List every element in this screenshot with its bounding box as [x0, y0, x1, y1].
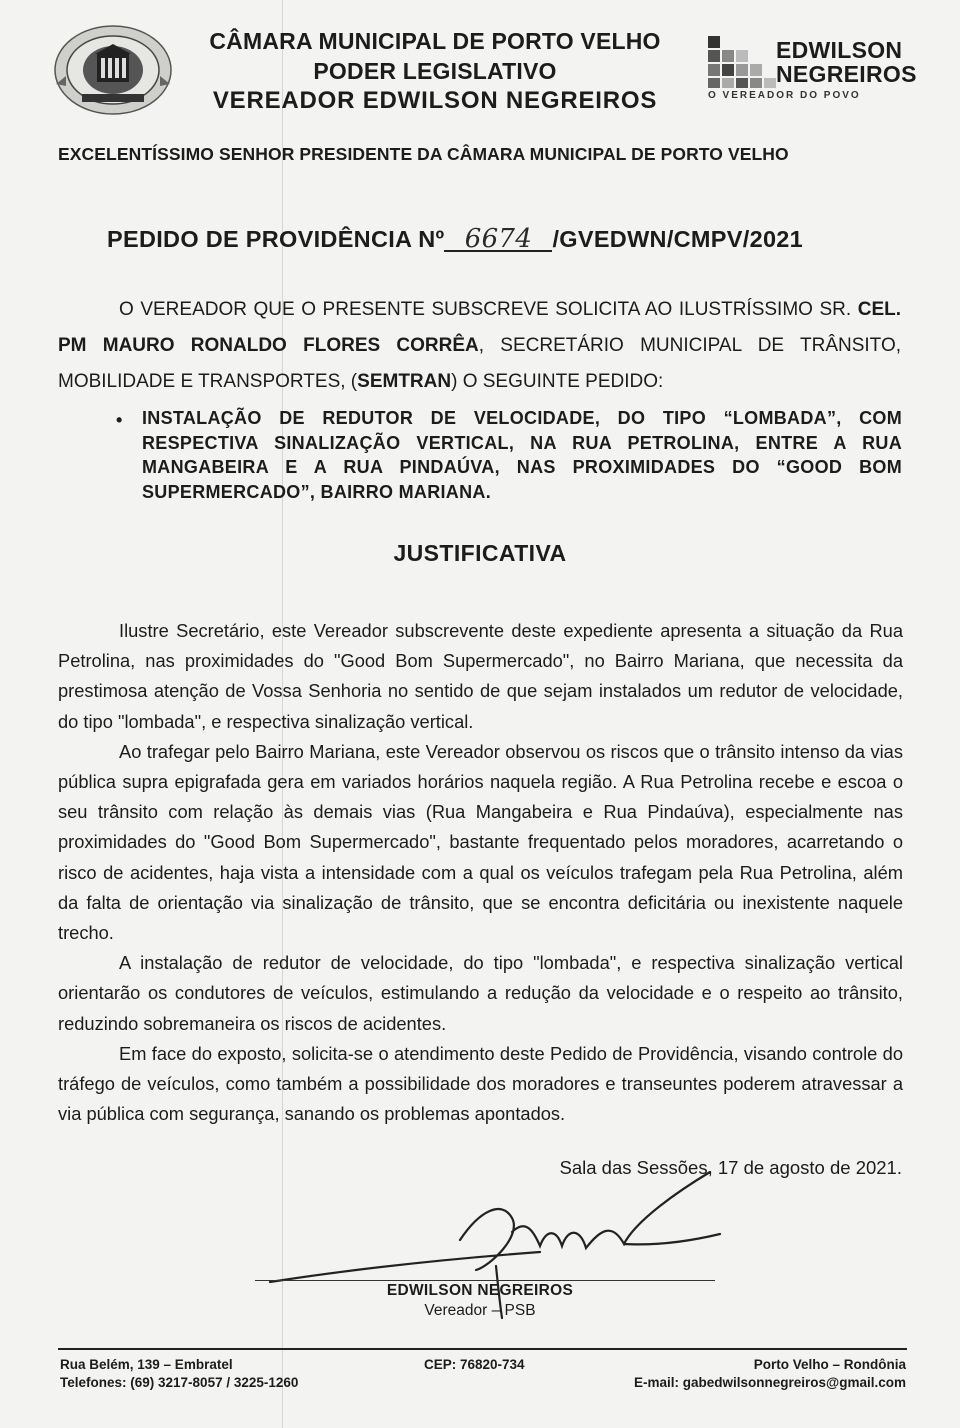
request-suffix: /GVEDWN/CMPV/2021 — [552, 226, 804, 252]
signatory-role: Vereador – PSB — [424, 1302, 536, 1319]
addressee: EXCELENTÍSSIMO SENHOR PRESIDENTE DA CÂMARA MUNICIPAL DE PORTO VELHO — [58, 144, 789, 164]
chamber-name: CÂMARA MUNICIPAL DE PORTO VELHO — [209, 28, 661, 54]
footer-rule — [58, 1348, 907, 1350]
justification-body — [58, 616, 903, 1129]
pixel-block-logo-icon — [706, 34, 786, 90]
body-paragraph: Em face do exposto, solicita-se o atendimento deste Pedido de Providência, visando controle do tráfego de veículos, como também a possibilidade dos moradores e transeuntes poderem atravessar a via pública com segurança, sanando os problemas apontados. — [58, 1042, 903, 1125]
brand-logo — [706, 34, 917, 106]
brand-tagline: O VEREADOR DO POVO — [708, 90, 861, 101]
date-line: Sala das Sessões, 17 de agosto de 2021. — [559, 1157, 902, 1178]
brand-name: EDWILSON NEGREIROS — [776, 37, 917, 87]
footer-address: Rua Belém, 139 – Embratel Telefones: (69) 3217-8057 / 3225-1260 — [60, 1357, 299, 1390]
footer-postal-code: CEP: 76820-734 — [424, 1357, 525, 1372]
chamber-seal-icon — [52, 24, 174, 116]
body-paragraph: A instalação de redutor de velocidade, do tipo "lombada", e respectiva sinalização vertical orientarão os condutores de veículos, estimulando a redução da velocidade e o respeito ao trânsito, reduzindo sobremaneira os riscos de acidentes. — [58, 952, 903, 1034]
request-title — [107, 226, 803, 253]
justification-title: JUSTIFICATIVA — [393, 540, 567, 566]
request-prefix: PEDIDO DE PROVIDÊNCIA Nº — [107, 226, 445, 252]
body-paragraph: Ilustre Secretário, este Vereador subscrevente deste expediente apresenta a situação da Rua Petrolina, nas proximidades do "Good Bom Supermercado", no Bairro Mariana, que necessita da prestimosa atenção de Vossa Senhoria no sentido de que sejam instalados um redutor de velocidade, do tipo "lombada", e respectiva sinalização vertical. — [58, 620, 903, 732]
body-paragraph: Ao trafegar pelo Bairro Mariana, este Vereador observou os riscos que o trânsito intenso da vias pública supra epigrafada gera em variados horários naquela região. A Rua Petrolina recebe e escoa o seu trânsito com relação às demais vias (Rua Mangabeira e Rua Pindaúva), especialmente nas proximidades do "Good Bom Supermercado", bastante frequentado pelos moradores, acarretando o risco de acidentes, haja vista a intensidade com a qual os veículos trafegam pela Rua Petrolina, além da falta de orientação via sinalização de trânsito, que se encontra deficitária ou inexistente naquele trecho. — [58, 740, 903, 944]
power-name: PODER LEGISLATIVO — [313, 58, 557, 84]
footer-contact: Porto Velho – Rondônia E-mail: gabedwilsonnegreiros@gmail.com — [634, 1357, 906, 1390]
councilor-name: VEREADOR EDWILSON NEGREIROS — [212, 87, 658, 114]
bullet-icon: • — [116, 410, 123, 430]
signatory-name: EDWILSON NEGREIROS — [386, 1282, 574, 1299]
letterhead — [180, 26, 690, 116]
agency-acronym: SEMTRAN — [357, 371, 452, 392]
footer-email: E-mail: gabedwilsonnegreiros@gmail.com — [634, 1375, 906, 1390]
intro-paragraph: O VEREADOR QUE O PRESENTE SUBSCREVE SOLICITA AO ILUSTRÍSSIMO SR. CEL. PM MAURO RONALDO FLORES CORRÊA, SECRETÁRIO MUNICIPAL DE TRÂNSITO, MOBILIDADE E TRANSPORTES, (SEMTRAN) O SEGUINTE PEDIDO: — [58, 299, 901, 392]
request-number: 6674 — [444, 228, 552, 252]
request-item-text: INSTALAÇÃO DE REDUTOR DE VELOCIDADE, DO TIPO “LOMBADA”, COM RESPECTIVA SINALIZAÇÃO VERTICAL, NA RUA PETROLINA, ENTRE A RUA MANGABEIRA E A RUA PINDAÚVA, NAS PROXIMIDADES DO “GOOD BOM SUPERMERCADO”, BAIRRO MARIANA. — [142, 408, 902, 502]
recipient-name: CEL. PM MAURO RONALDO FLORES CORRÊA — [58, 299, 901, 356]
request-item — [116, 406, 902, 504]
signature-rule — [255, 1280, 715, 1281]
